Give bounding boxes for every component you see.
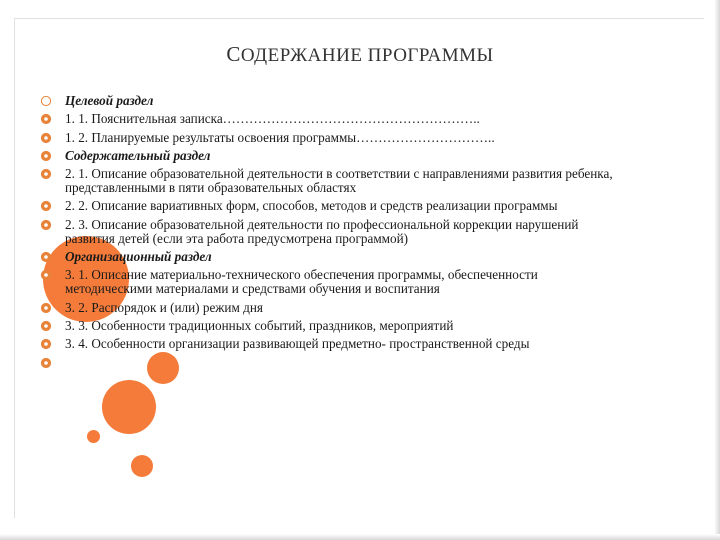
list-item (40, 356, 620, 370)
slide-shadow-bottom (0, 534, 720, 540)
bullet-hollow-icon (40, 95, 52, 107)
section-heading (40, 250, 620, 264)
bullet-filled-icon (40, 302, 52, 314)
list-item (40, 199, 620, 213)
list-item (40, 301, 620, 315)
bullet-filled-icon (40, 269, 52, 281)
frame-line-top (14, 18, 704, 19)
list-item-text: Организационный раздел (65, 249, 212, 265)
list-item-text: 2. 2. Описание вариативных форм, способов, методов и средств реализации программы (65, 198, 558, 214)
list-item-text: 3. 4. Особенности организации развивающей предметно- пространственной среды (65, 336, 530, 352)
list-item (40, 268, 620, 296)
section-heading (40, 94, 620, 108)
list-item (40, 112, 620, 126)
list-item-text: 2. 3. Описание образовательной деятельности по профессиональной коррекции нарушений развития детей (если эта работа предусмотрена программой) (65, 216, 579, 246)
list-item-text: 3. 3. Особенности традиционных событий, праздников, мероприятий (65, 317, 454, 333)
bullet-filled-icon (40, 338, 52, 350)
decor-circle-small-2 (131, 455, 153, 477)
list-item-text: 3. 1. Описание материально-технического обеспечения программы, обеспеченности методическими материалами и средствами обучения и воспитания (65, 267, 538, 297)
decor-circle-tiny (87, 430, 100, 443)
bullet-filled-icon (40, 320, 52, 332)
bullet-filled-icon (40, 251, 52, 263)
bullet-filled-icon (40, 219, 52, 231)
bullet-filled-icon (40, 200, 52, 212)
list-item (40, 131, 620, 145)
list-item-text: 2. 1. Описание образовательной деятельности в соответствии с направлениями развития ребенка, представленными в пяти образовательных областях (65, 166, 613, 196)
list-item-text: 1. 1. Пояснительная записка………………………………………………….. (65, 111, 480, 127)
list-item (40, 167, 620, 195)
content-list (40, 94, 620, 374)
frame-line-left (14, 18, 15, 518)
list-item-text: 3. 2. Распорядок и (или) режим дня (65, 299, 263, 315)
decor-circle-medium (102, 380, 156, 434)
bullet-filled-icon (40, 113, 52, 125)
slide-title-text: СОДЕРЖАНИЕ ПРОГРАММЫ (226, 42, 494, 66)
slide-title (0, 42, 720, 67)
list-item-text: Целевой раздел (65, 93, 154, 108)
bullet-filled-icon (40, 150, 52, 162)
list-item-text: 1. 2. Планируемые результаты освоения программы………………………….. (65, 129, 495, 145)
slide-shadow-right (714, 0, 720, 540)
bullet-filled-icon (40, 132, 52, 144)
section-heading (40, 149, 620, 163)
list-item-text: Содержательный раздел (65, 147, 211, 163)
bullet-filled-icon (40, 357, 52, 369)
list-item (40, 337, 620, 351)
list-item (40, 218, 620, 246)
bullet-filled-icon (40, 168, 52, 180)
list-item (40, 319, 620, 333)
